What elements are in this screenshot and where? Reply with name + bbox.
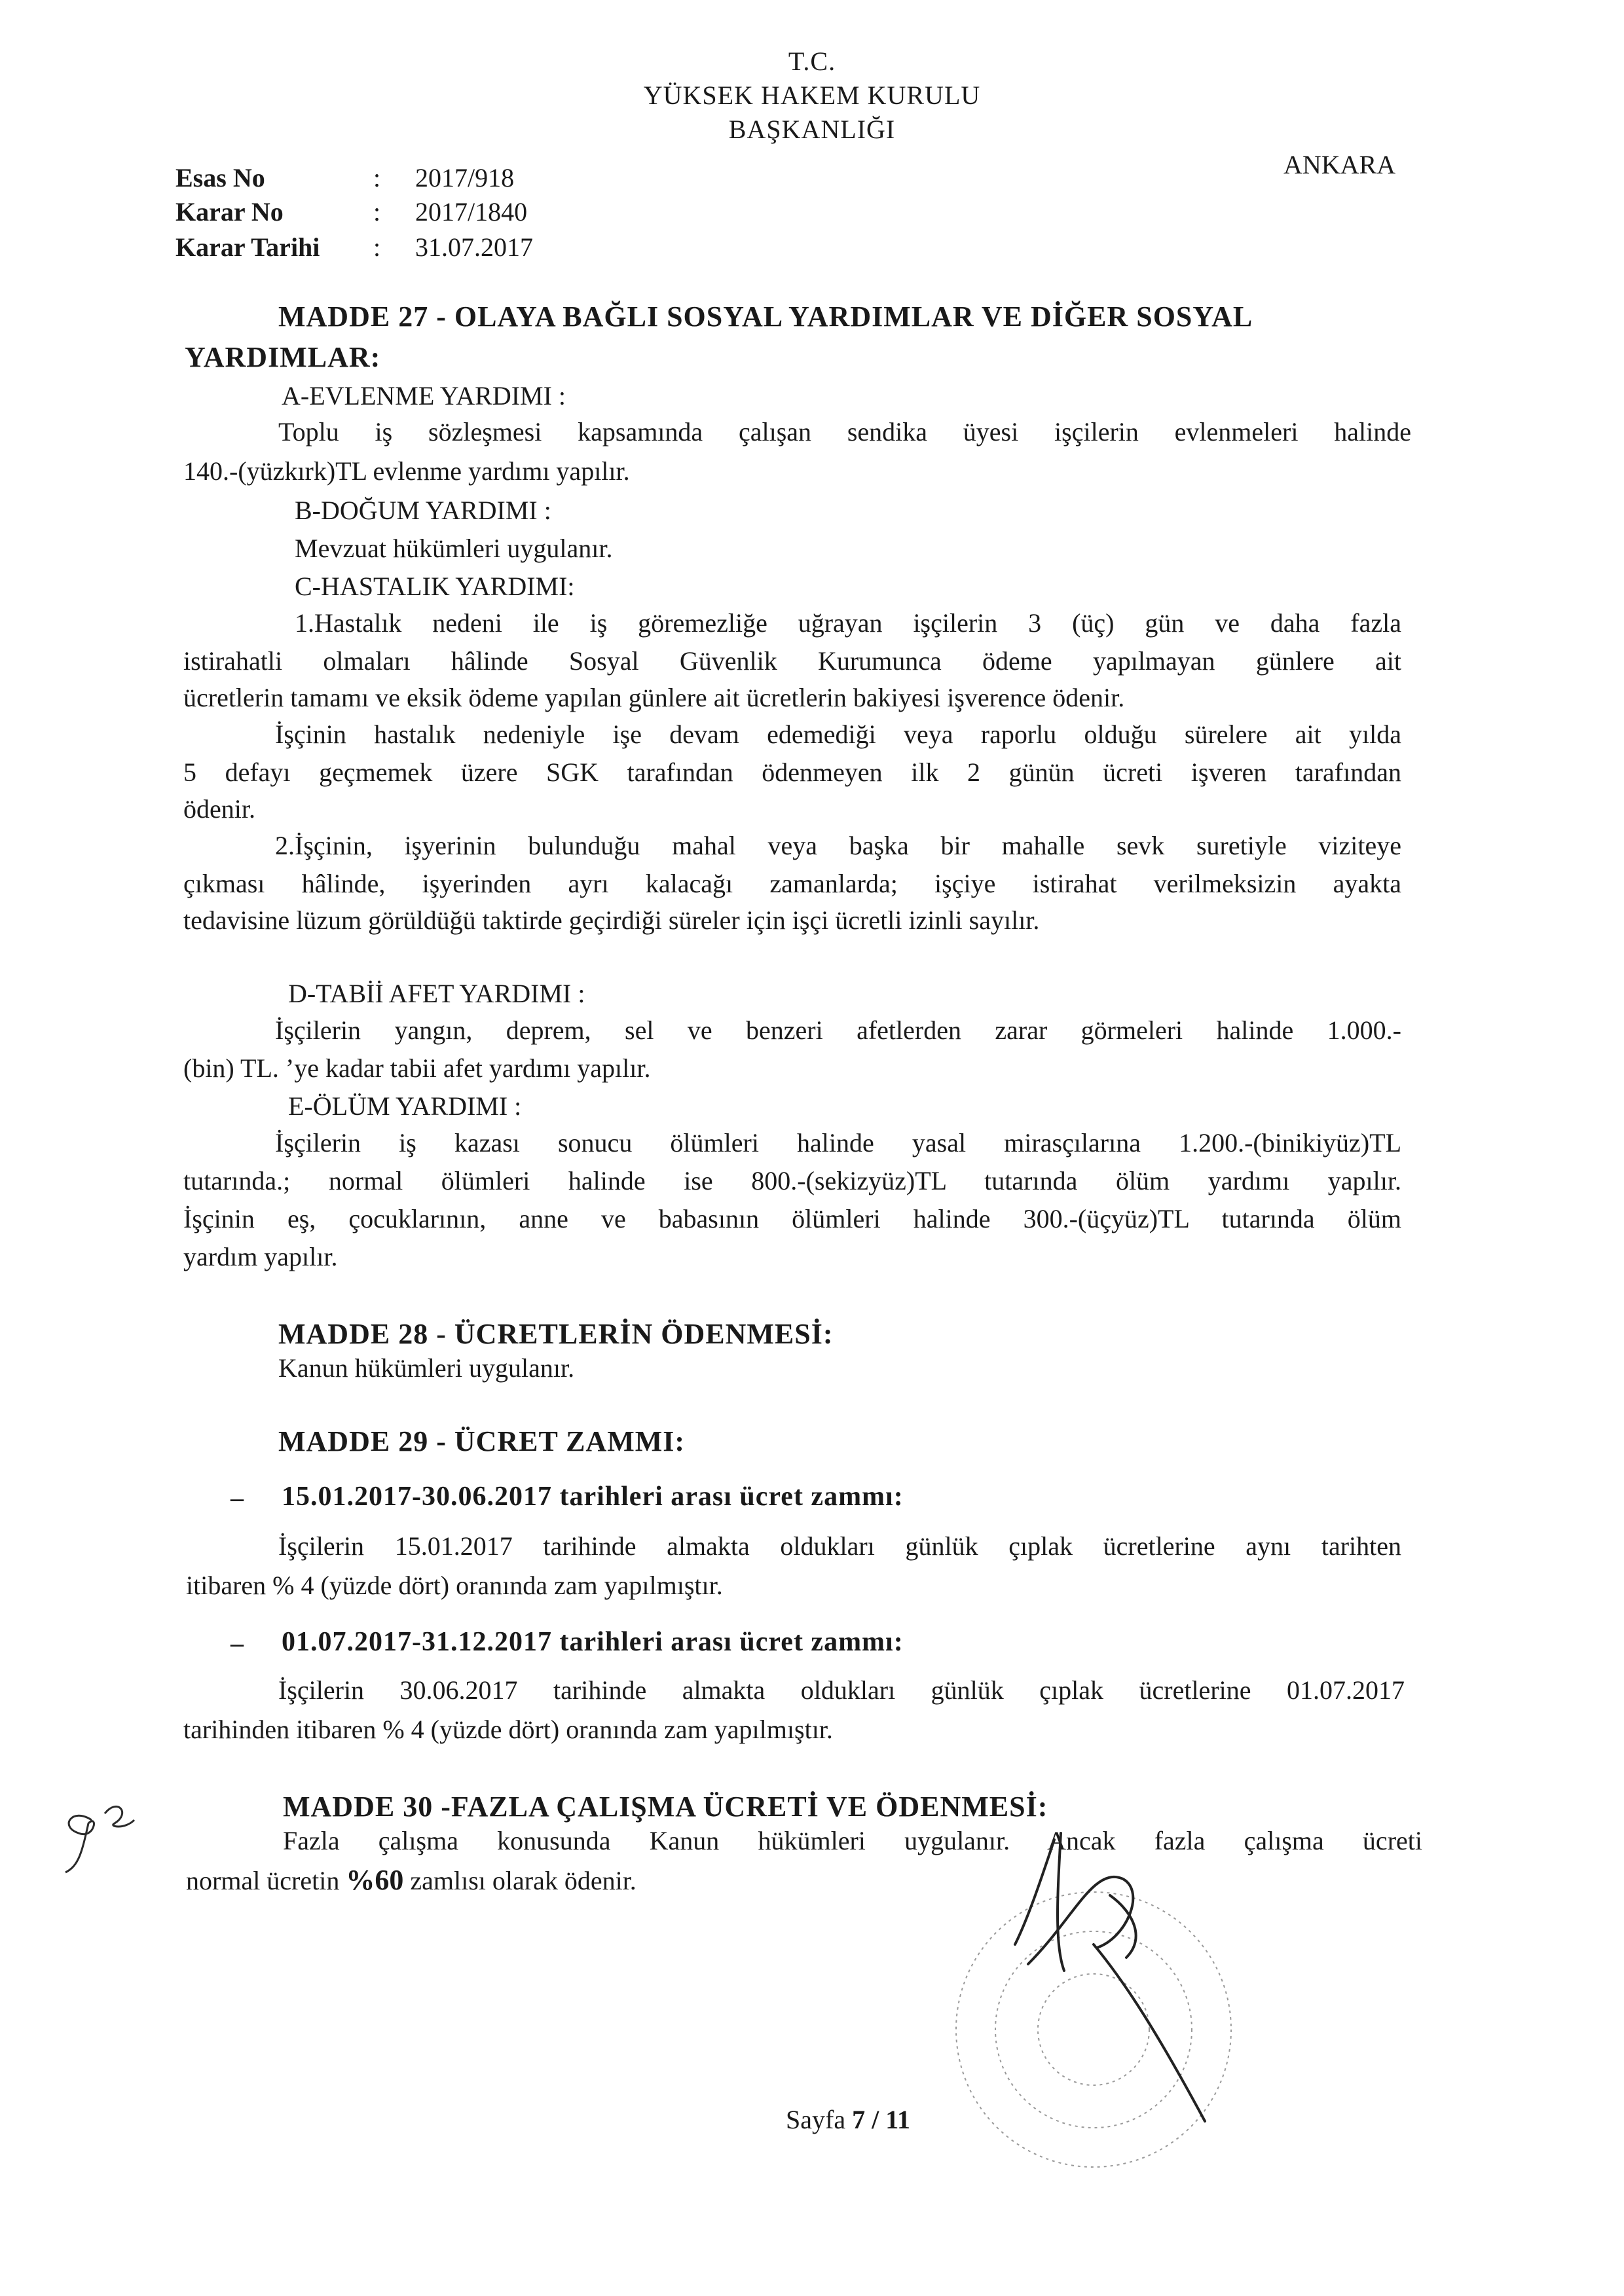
dogum-heading: B-DOĞUM YARDIMI :	[295, 496, 551, 525]
hastalik-heading: C-HASTALIK YARDIMI:	[295, 572, 575, 601]
hastalik-text-1: 1.Hastalık nedeni ile iş göremezliğe uğrayan işçilerin 3 (üç) gün ve daha fazla	[295, 608, 1401, 638]
madde30-title: MADDE 30 -FAZLA ÇALIŞMA ÜCRETİ VE ÖDENMESİ:	[283, 1791, 1048, 1823]
handwritten-initials	[52, 1794, 144, 1879]
madde30-text-1: Fazla çalışma konusunda Kanun hükümleri uygulanır. Ancak fazla çalışma ücreti	[283, 1826, 1422, 1855]
page-number: Sayfa 7 / 11	[786, 2105, 910, 2134]
header-presidency: BAŞKANLIĞI	[728, 115, 896, 144]
hastalik-text-6: ödenir.	[183, 794, 255, 824]
header-tc: T.C.	[788, 46, 836, 76]
evlenme-text-2: 140.-(yüzkırk)TL evlenme yardımı yapılır.	[183, 456, 630, 486]
hastalik-text-9: tedavisine lüzum görüldüğü taktirde geçirdiği süreler için işçi ücretli izinli sayılır.	[183, 905, 1040, 935]
esas-sep: :	[373, 163, 381, 192]
zam-period-1-text-1: İşçilerin 15.01.2017 tarihinde almakta oldukları günlük çıplak ücretlerine aynı tarihten	[278, 1531, 1401, 1561]
hastalik-text-3: ücretlerin tamamı ve eksik ödeme yapılan günlere ait ücretlerin bakiyesi işverence ödenir.	[183, 683, 1125, 712]
bullet-dash-1: –	[231, 1483, 244, 1512]
signature-and-stamp	[930, 1813, 1323, 2206]
header-city: ANKARA	[1283, 150, 1396, 179]
olum-text-1: İşçilerin iş kazası sonucu ölümleri halinde yasal mirasçılarına 1.200.-(binikiyüz)TL	[275, 1128, 1401, 1157]
madde28-text: Kanun hükümleri uygulanır.	[278, 1353, 575, 1383]
esas-label: Esas No	[175, 163, 265, 192]
olum-heading: E-ÖLÜM YARDIMI :	[288, 1091, 522, 1121]
madde27-title-cont: YARDIMLAR:	[185, 341, 381, 373]
karar-sep: :	[373, 197, 381, 227]
zam-period-2-heading: 01.07.2017-31.12.2017 tarihleri arası ücret zammı:	[282, 1627, 904, 1657]
evlenme-heading: A-EVLENME YARDIMI :	[282, 381, 566, 410]
olum-text-3: İşçinin eş, çocuklarının, anne ve babasının ölümleri halinde 300.-(üçyüz)TL tutarında ölüm	[183, 1204, 1401, 1233]
afet-text-1: İşçilerin yangın, deprem, sel ve benzeri afetlerden zarar görmeleri halinde 1.000.-	[275, 1015, 1401, 1045]
zam-period-1-heading: 15.01.2017-30.06.2017 tarihleri arası ücret zammı:	[282, 1482, 904, 1512]
karar-value: 2017/1840	[415, 197, 528, 227]
esas-value: 2017/918	[415, 163, 515, 192]
afet-text-2: (bin) TL. ’ye kadar tabii afet yardımı yapılır.	[183, 1053, 651, 1083]
tarih-value: 31.07.2017	[415, 232, 533, 262]
madde30-text-2: normal ücretin %60 zamlısı olarak ödenir.	[186, 1864, 637, 1896]
olum-text-2: tutarında.; normal ölümleri halinde ise 800.-(sekizyüz)TL tutarında ölüm yardımı yapılır.	[183, 1166, 1401, 1195]
zam-period-1-text-2: itibaren % 4 (yüzde dört) oranında zam yapılmıştır.	[186, 1571, 723, 1600]
madde28-title: MADDE 28 - ÜCRETLERİN ÖDENMESİ:	[278, 1318, 834, 1350]
tarih-label: Karar Tarihi	[175, 232, 320, 262]
madde29-title: MADDE 29 - ÜCRET ZAMMI:	[278, 1425, 686, 1457]
olum-text-4: yardım yapılır.	[183, 1242, 338, 1271]
evlenme-text-1: Toplu iş sözleşmesi kapsamında çalışan sendika üyesi işçilerin evlenmeleri halinde	[278, 417, 1411, 446]
hastalik-text-7: 2.İşçinin, işyerinin bulunduğu mahal veya başka bir mahalle sevk suretiyle viziteye	[275, 831, 1401, 860]
madde27-title: MADDE 27 - OLAYA BAĞLI SOSYAL YARDIMLAR VE DİĞER SOSYAL	[278, 301, 1253, 333]
hastalik-text-8: çıkması hâlinde, işyerinden ayrı kalacağı zamanlarda; işçiye istirahat verilmeksizin ayakta	[183, 869, 1401, 898]
karar-label: Karar No	[175, 197, 284, 227]
hastalik-text-4: İşçinin hastalık nedeniyle işe devam edemediği veya raporlu olduğu sürelere ait yılda	[275, 720, 1401, 749]
dogum-text: Mevzuat hükümleri uygulanır.	[295, 534, 613, 563]
afet-heading: D-TABİİ AFET YARDIMI :	[288, 979, 585, 1008]
tarih-sep: :	[373, 232, 381, 262]
zam-period-2-text-1: İşçilerin 30.06.2017 tarihinde almakta oldukları günlük çıplak ücretlerine 01.07.2017	[278, 1675, 1405, 1705]
hastalik-text-5: 5 defayı geçmemek üzere SGK tarafından ödenmeyen ilk 2 günün ücreti işveren tarafından	[183, 757, 1401, 787]
bullet-dash-2: –	[231, 1628, 244, 1658]
hastalik-text-2: istirahatli olmaları hâlinde Sosyal Güvenlik Kurumunca ödeme yapılmayan günlere ait	[183, 646, 1401, 676]
zam-period-2-text-2: tarihinden itibaren % 4 (yüzde dört) oranında zam yapılmıştır.	[183, 1715, 833, 1744]
header-institution: YÜKSEK HAKEM KURULU	[643, 81, 981, 110]
